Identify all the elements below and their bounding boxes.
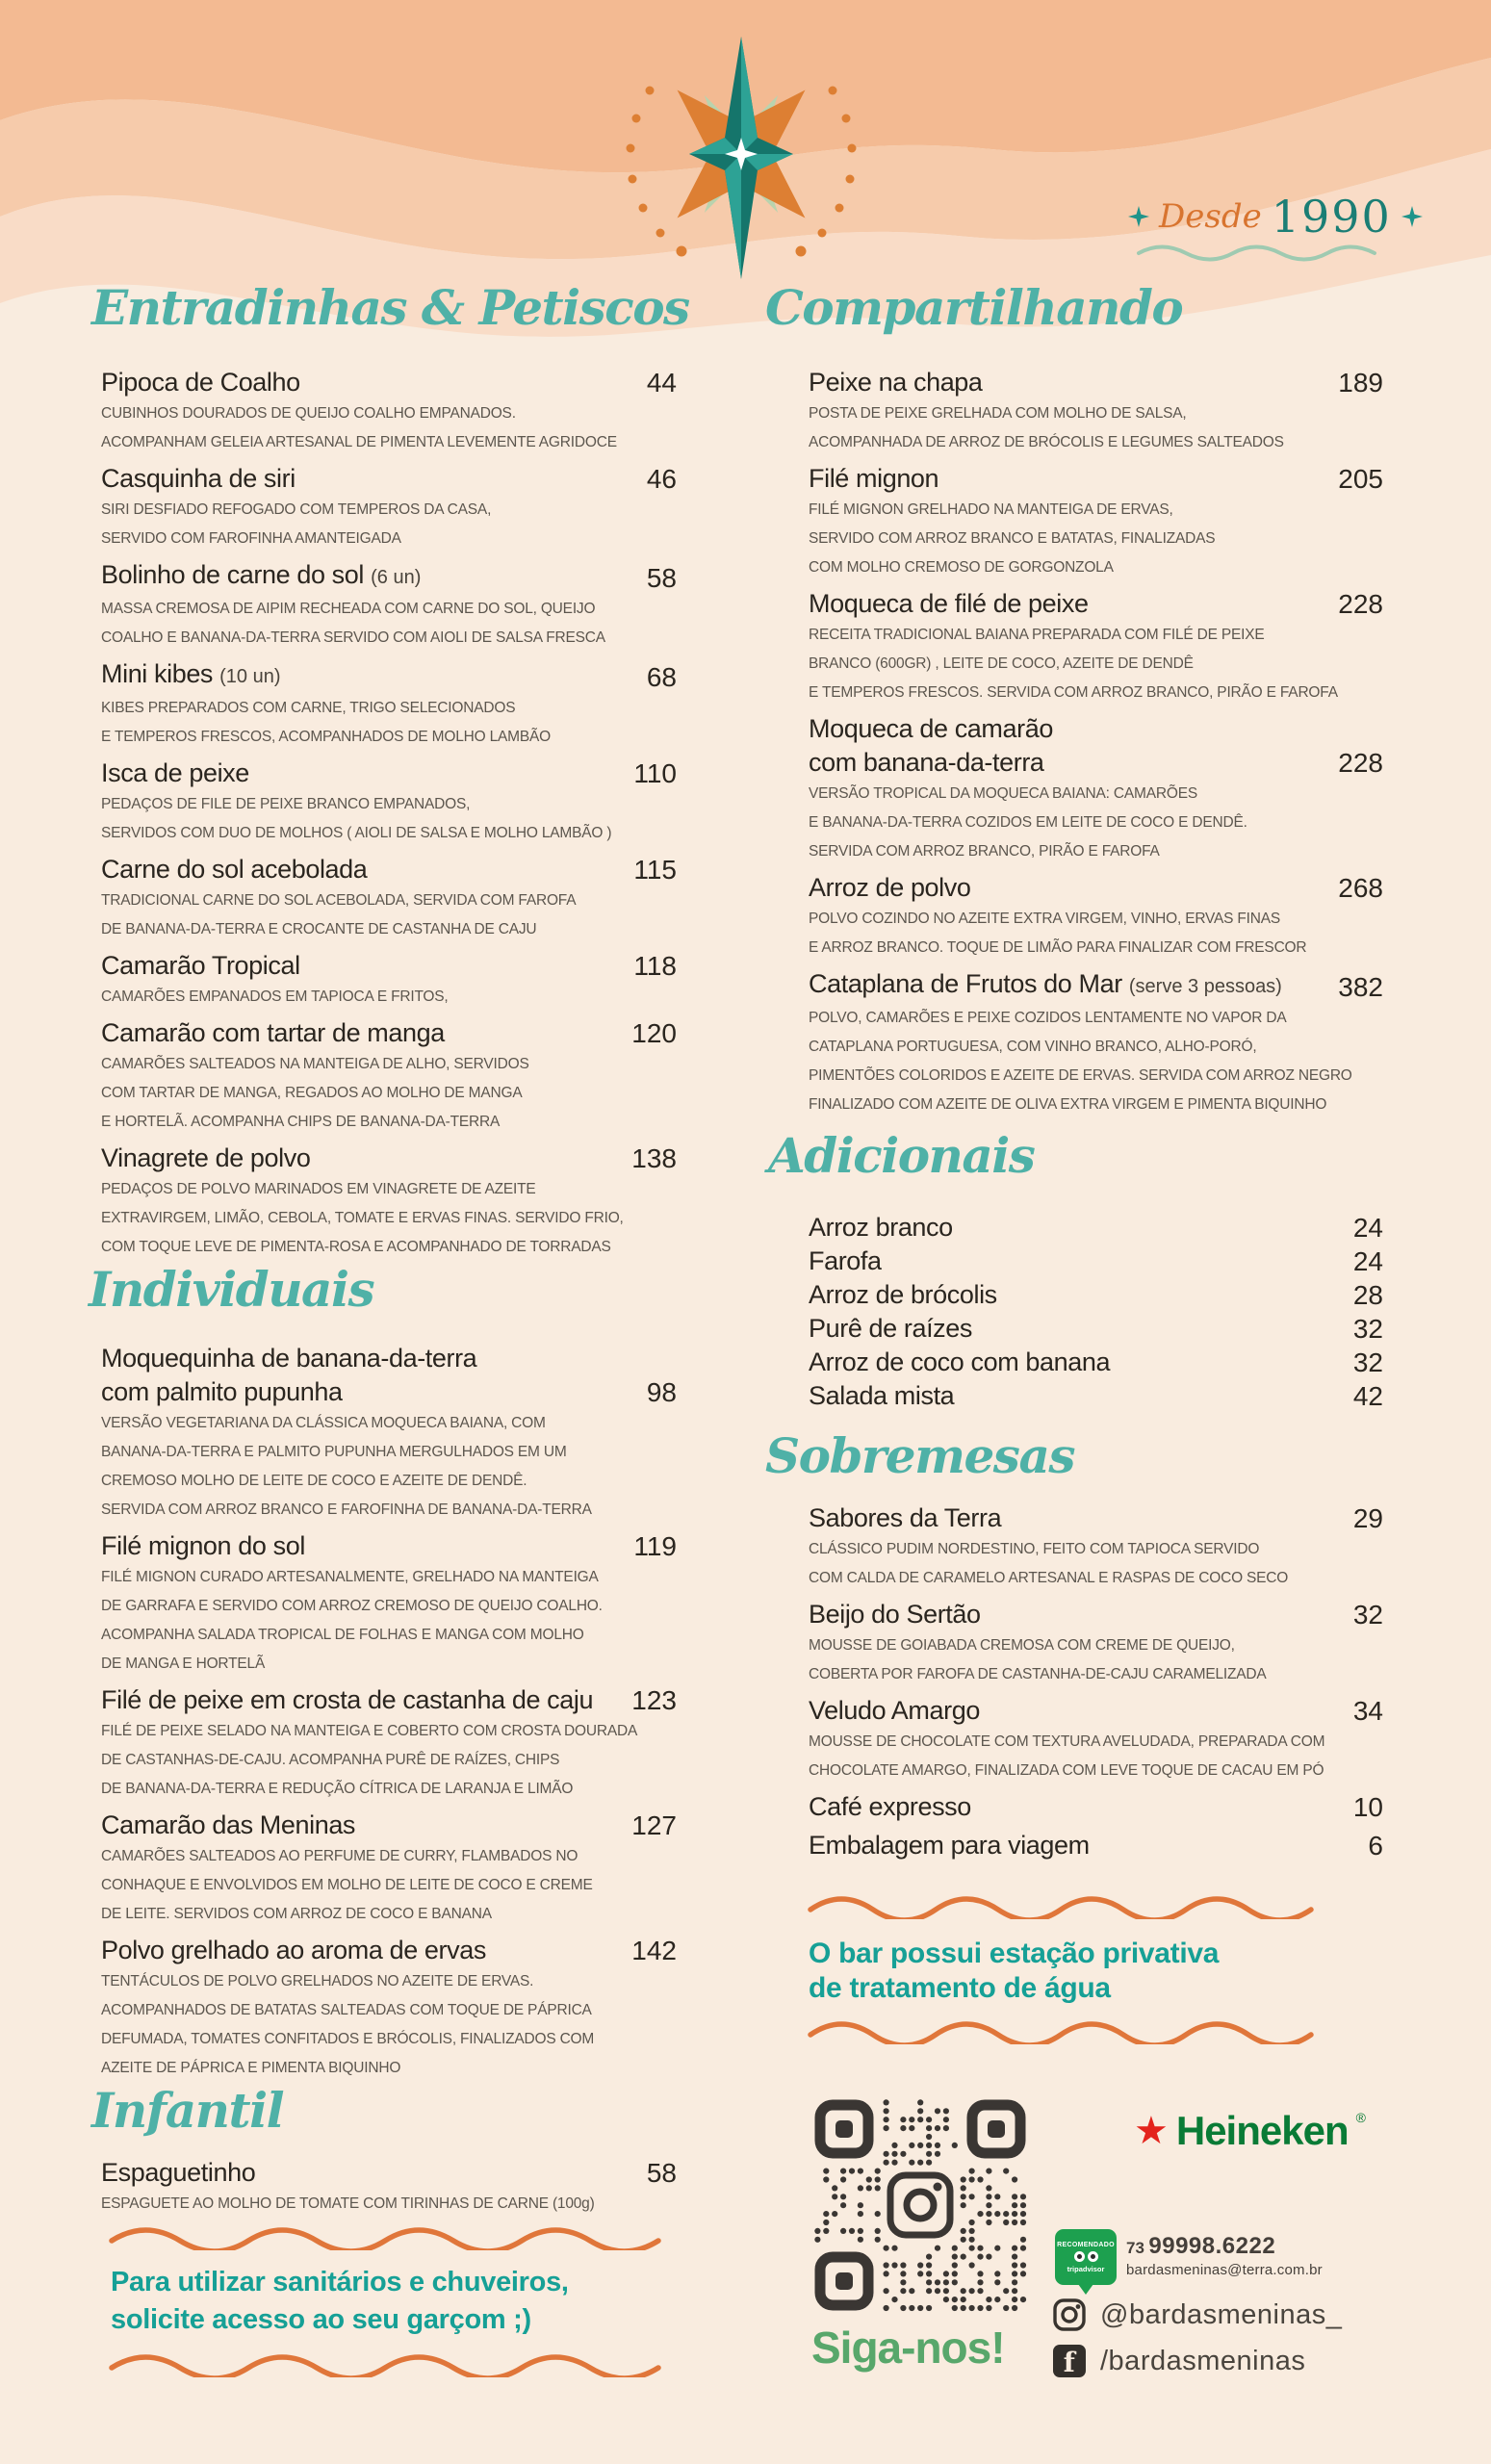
item-price: 382 <box>1338 972 1383 1002</box>
item-name: Sabores da Terra <box>809 1503 1002 1532</box>
heineken-star-icon: ★ <box>1134 2110 1169 2152</box>
item-name: Arroz de brócolis <box>809 1280 997 1309</box>
item-description: CAMARÕES SALTEADOS AO PERFUME DE CURRY, FLAMBADOS NO CONHAQUE E ENVOLVIDOS EM MOLHO DE LEITE DE COCO E CREME DE LEITE. SERVIDOS COM ARROZ DE COCO E BANANA <box>101 1848 593 1922</box>
item-name: Farofa <box>809 1246 882 1275</box>
item-price: 6 <box>1368 1831 1383 1861</box>
item-price: 10 <box>1352 1792 1383 1822</box>
since-year: 1990 <box>1271 191 1392 243</box>
menu-item <box>809 1379 1383 1413</box>
item-name: Pipoca de Coalho <box>101 368 300 397</box>
item-name: Mini kibes (10 un) <box>101 659 281 688</box>
item-description: CAMARÕES SALTEADOS NA MANTEIGA DE ALHO, SERVIDOS COM TARTAR DE MANGA, REGADOS AO MOLHO DE MANGA E HORTELÃ. ACOMPANHA CHIPS DE BANANA-DA-TERRA <box>101 1056 529 1130</box>
item-price: 110 <box>633 758 677 788</box>
item-name: Moqueca de filé de peixe <box>809 589 1089 618</box>
menu-item <box>101 757 677 848</box>
item-price: 24 <box>1352 1213 1383 1243</box>
menu-item <box>101 853 677 944</box>
item-price: 32 <box>1352 1600 1383 1630</box>
menu-list-infantil <box>101 2156 677 2223</box>
menu-item <box>101 558 677 653</box>
water-note-line2: de tratamento de água <box>809 1972 1111 2004</box>
menu-item <box>809 366 1383 457</box>
item-price: 32 <box>1352 1314 1383 1344</box>
item-description: VERSÃO VEGETARIANA DA CLÁSSICA MOQUECA BAIANA, COM BANANA-DA-TERRA E PALMITO PUPUNHA MERGULHADOS EM UM CREMOSO MOLHO DE LEITE DE COCO E AZEITE DE DENDÊ. SERVIDA COM ARROZ BRANCO E FAROFINHA DE BANANA-DA-TERRA <box>101 1415 592 1518</box>
item-description: SIRI DESFIADO REFOGADO COM TEMPEROS DA CASA, SERVIDO COM FAROFINHA AMANTEIGADA <box>101 501 492 547</box>
menu-item <box>101 1142 677 1262</box>
section-title-infantil: Infantil <box>91 2082 284 2139</box>
facebook-handle: /bardasmeninas <box>1100 2345 1306 2376</box>
email-address[interactable]: bardasmeninas@terra.com.br <box>1126 2262 1323 2278</box>
menu-item <box>101 1342 677 1525</box>
item-price: 58 <box>646 563 677 593</box>
item-name: Filé de peixe em crosta de castanha de caju <box>101 1685 594 1714</box>
item-description: POLVO, CAMARÕES E PEIXE COZIDOS LENTAMENTE NO VAPOR DA CATAPLANA PORTUGUESA, COM VINHO BRANCO, ALHO-PORÓ, PIMENTÕES COLORIDOS E AZEITE DE ERVAS. SERVIDA COM ARROZ NEGRO FINALIZADO COM AZEITE DE OLIVA EXTRA VIRGEM E PIMENTA BIQUINHO <box>809 1010 1352 1113</box>
item-portion-note: (10 un) <box>219 666 281 687</box>
item-description: POSTA DE PEIXE GRELHADA COM MOLHO DE SALSA, ACOMPANHADA DE ARROZ DE BRÓCOLIS E LEGUMES SALTEADOS <box>809 405 1284 450</box>
item-price: 34 <box>1352 1696 1383 1726</box>
item-price: 32 <box>1352 1348 1383 1377</box>
restrooms-note-line2: solicite acesso ao seu garçom ;) <box>111 2304 531 2335</box>
tripadvisor-brand-label: tripadvisor <box>1067 2264 1105 2273</box>
item-name: Cataplana de Frutos do Mar (serve 3 pessoas) <box>809 969 1282 998</box>
item-price: 28 <box>1352 1280 1383 1310</box>
menu-item <box>101 1529 677 1679</box>
instagram-handle: @bardasmeninas_ <box>1100 2298 1343 2330</box>
menu-item <box>809 712 1383 866</box>
menu-list-individuais <box>101 1342 677 2088</box>
menu-list-entradinhas <box>101 366 677 1267</box>
item-price: 120 <box>631 1018 677 1048</box>
item-name: Camarão das Meninas <box>101 1810 356 1839</box>
item-description: FILÉ MIGNON CURADO ARTESANALMENTE, GRELHADO NA MANTEIGA DE GARRAFA E SERVIDO COM ARROZ CREMOSO DE QUEIJO COALHO. ACOMPANHA SALADA TROPICAL DE FOLHAS E MANGA COM MOLHO DE MANGA E HORTELÃ <box>101 1569 603 1672</box>
menu-item <box>809 1829 1383 1862</box>
item-name: Isca de peixe <box>101 758 249 787</box>
menu-item <box>809 1694 1383 1785</box>
item-price: 228 <box>1338 748 1383 778</box>
phone-number[interactable]: 99998.6222 <box>1148 2233 1276 2259</box>
item-name: Embalagem para viagem <box>809 1831 1090 1860</box>
item-name: Arroz branco <box>809 1213 953 1242</box>
menu-item <box>809 871 1383 962</box>
menu-list-sobremesas <box>809 1502 1383 1867</box>
menu-item <box>809 967 1383 1119</box>
item-description: CAMARÕES EMPANADOS EM TAPIOCA E FRITOS, <box>101 988 449 1005</box>
menu-item <box>809 1502 1383 1593</box>
menu-list-adicionais <box>809 1211 1383 1413</box>
item-name: Filé mignon do sol <box>101 1531 305 1560</box>
item-description: VERSÃO TROPICAL DA MOQUECA BAIANA: CAMARÕES E BANANA-DA-TERRA COZIDOS EM LEITE DE COCO E DENDÊ. SERVIDA COM ARROZ BRANCO, PIRÃO E FAROFA <box>809 785 1247 860</box>
tripadvisor-recommended-label: RECOMENDADO <box>1057 2241 1115 2248</box>
menu-item <box>809 462 1383 582</box>
item-name: Arroz de coco com banana <box>809 1348 1111 1376</box>
item-description: FILÉ DE PEIXE SELADO NA MANTEIGA E COBERTO COM CROSTA DOURADA DE CASTANHAS-DE-CAJU. ACOMPANHA PURÊ DE RAÍZES, CHIPS DE BANANA-DA-TERRA E REDUÇÃO CÍTRICA DE LARANJA E LIMÃO <box>101 1723 638 1797</box>
item-price: 127 <box>631 1810 677 1840</box>
section-title-individuais: Individuais <box>89 1261 374 1318</box>
menu-item <box>809 1312 1383 1346</box>
item-name: Moquequinha de banana-da-terra com palmito pupunha <box>101 1344 477 1406</box>
item-name: Café expresso <box>809 1792 971 1821</box>
facebook-icon: f <box>1053 2345 1086 2377</box>
item-description: KIBES PREPARADOS COM CARNE, TRIGO SELECIONADOS E TEMPEROS FRESCOS, ACOMPANHADOS DE MOLHO LAMBÃO <box>101 700 551 745</box>
item-name: Veludo Amargo <box>809 1696 980 1725</box>
item-description: FILÉ MIGNON GRELHADO NA MANTEIGA DE ERVAS, SERVIDO COM ARROZ BRANCO E BATATAS, FINALIZADAS COM MOLHO CREMOSO DE GORGONZOLA <box>809 501 1216 576</box>
item-description: TENTÁCULOS DE POLVO GRELHADOS NO AZEITE DE ERVAS. ACOMPANHADOS DE BATATAS SALTEADAS COM TOQUE DE PÁPRICA DEFUMADA, TOMATES CONFITADOS E BRÓCOLIS, FINALIZADOS COM AZEITE DE PÁPRICA E PIMENTA BIQUINHO <box>101 1973 595 2076</box>
menu-item <box>101 1809 677 1929</box>
menu-item <box>101 949 677 1012</box>
item-price: 118 <box>633 951 677 981</box>
heineken-logo <box>1134 2108 1366 2154</box>
item-price: 138 <box>631 1143 677 1173</box>
item-price: 228 <box>1338 589 1383 619</box>
item-description: CLÁSSICO PUDIM NORDESTINO, FEITO COM TAPIOCA SERVIDO COM CALDA DE CARAMELO ARTESANAL E RASPAS DE COCO SECO <box>809 1541 1289 1586</box>
item-description: PEDAÇOS DE POLVO MARINADOS EM VINAGRETE DE AZEITE EXTRAVIRGEM, LIMÃO, CEBOLA, TOMATE E ERVAS FINAS. SERVIDO FRIO, COM TOQUE LEVE DE PIMENTA-ROSA E ACOMPANHADO DE TORRADAS <box>101 1181 624 1255</box>
item-description: ESPAGUETE AO MOLHO DE TOMATE COM TIRINHAS DE CARNE (100g) <box>101 2195 595 2212</box>
item-price: 119 <box>633 1531 677 1561</box>
item-name: Filé mignon <box>809 464 939 493</box>
restrooms-note-line1: Para utilizar sanitários e chuveiros, <box>111 2267 569 2297</box>
registered-mark: ® <box>1355 2110 1366 2125</box>
menu-item <box>809 1598 1383 1689</box>
facebook-handle-row[interactable] <box>1053 2345 1305 2377</box>
since-1990-badge <box>1128 191 1423 243</box>
menu-item <box>809 587 1383 707</box>
item-description: POLVO COZINDO NO AZEITE EXTRA VIRGEM, VINHO, ERVAS FINAS E ARROZ BRANCO. TOQUE DE LIMÃO PARA FINALIZAR COM FRESCOR <box>809 911 1307 956</box>
menu-item <box>101 462 677 553</box>
item-price: 24 <box>1352 1246 1383 1276</box>
section-title-sobremesas: Sobremesas <box>765 1427 1074 1484</box>
menu-item <box>809 1211 1383 1245</box>
menu-item <box>101 1934 677 2083</box>
menu-item <box>809 1245 1383 1278</box>
item-price: 68 <box>646 662 677 692</box>
section-title-adicionais: Adicionais <box>768 1127 1035 1184</box>
section-title-entradinhas: Entradinhas & Petiscos <box>91 279 689 336</box>
item-name: Espaguetinho <box>101 2158 256 2187</box>
item-price: 205 <box>1338 464 1383 494</box>
menu-item <box>101 657 677 752</box>
compass-star-logo <box>611 29 871 284</box>
item-portion-note: (6 un) <box>371 567 422 588</box>
divider-squiggle <box>108 2352 666 2377</box>
item-price: 268 <box>1338 873 1383 903</box>
divider-squiggle <box>807 2019 1321 2044</box>
since-label: Desde <box>1159 197 1262 236</box>
item-description: TRADICIONAL CARNE DO SOL ACEBOLADA, SERVIDA COM FAROFA DE BANANA-DA-TERRA E CROCANTE DE CASTANHA DE CAJU <box>101 892 577 937</box>
item-name: Purê de raízes <box>809 1314 972 1343</box>
instagram-qr-code[interactable] <box>813 2098 1027 2312</box>
item-name: Arroz de polvo <box>809 873 971 902</box>
divider-squiggle <box>108 2225 666 2250</box>
sparkle-star-icon <box>1128 206 1149 227</box>
item-description: MOUSSE DE CHOCOLATE COM TEXTURA AVELUDADA, PREPARADA COM CHOCOLATE AMARGO, FINALIZADA COM LEVE TOQUE DE CACAU EM PÓ <box>809 1733 1325 1779</box>
water-station-note <box>809 1937 1219 2006</box>
item-name: Salada mista <box>809 1381 955 1410</box>
item-price: 98 <box>646 1377 677 1407</box>
item-name: Camarão Tropical <box>101 951 300 980</box>
item-price: 42 <box>1352 1381 1383 1411</box>
item-price: 123 <box>631 1685 677 1715</box>
item-description: RECEITA TRADICIONAL BAIANA PREPARADA COM FILÉ DE PEIXE BRANCO (600GR) , LEITE DE COCO, AZEITE DE DENDÊ E TEMPEROS FRESCOS. SERVIDA COM ARROZ BRANCO, PIRÃO E FAROFA <box>809 627 1338 701</box>
menu-item <box>809 1790 1383 1824</box>
item-price: 29 <box>1352 1503 1383 1533</box>
menu-item <box>101 1683 677 1804</box>
instagram-handle-row[interactable] <box>1053 2298 1342 2331</box>
contact-block <box>1126 2233 1323 2278</box>
item-name: Bolinho de carne do sol (6 un) <box>101 560 422 589</box>
menu-item <box>101 1016 677 1137</box>
item-price: 115 <box>633 855 677 885</box>
item-name: Polvo grelhado ao aroma de ervas <box>101 1936 486 1964</box>
section-title-compartilhando: Compartilhando <box>765 279 1183 336</box>
tripadvisor-badge <box>1055 2229 1117 2285</box>
menu-item <box>101 2156 677 2219</box>
item-name: Moqueca de camarão com banana-da-terra <box>809 714 1053 777</box>
item-price: 44 <box>646 368 677 398</box>
item-price: 142 <box>631 1936 677 1965</box>
follow-us-label: Siga-nos! <box>811 2323 1005 2373</box>
menu-item <box>101 366 677 457</box>
heineken-wordmark: Heineken <box>1175 2108 1349 2153</box>
sparkle-star-icon <box>1401 206 1423 227</box>
item-price: 58 <box>646 2158 677 2188</box>
since-underline-wave <box>1136 241 1384 262</box>
item-name: Casquinha de siri <box>101 464 296 493</box>
instagram-icon <box>1053 2298 1086 2331</box>
item-description: MOUSSE DE GOIABADA CREMOSA COM CREME DE QUEIJO, COBERTA POR FAROFA DE CASTANHA-DE-CAJU CARAMELIZADA <box>809 1637 1267 1682</box>
item-name: Beijo do Sertão <box>809 1600 981 1629</box>
item-portion-note: (serve 3 pessoas) <box>1128 976 1282 997</box>
tripadvisor-owl-icon <box>1074 2251 1098 2262</box>
item-name: Peixe na chapa <box>809 368 983 397</box>
phone-area-code: 73 <box>1126 2239 1144 2257</box>
item-price: 189 <box>1338 368 1383 398</box>
restrooms-note <box>111 2264 569 2339</box>
item-description: PEDAÇOS DE FILE DE PEIXE BRANCO EMPANADOS, SERVIDOS COM DUO DE MOLHOS ( AIOLI DE SALSA E MOLHO LAMBÃO ) <box>101 796 612 841</box>
item-name: Camarão com tartar de manga <box>101 1018 445 1047</box>
water-note-line1: O bar possui estação privativa <box>809 1938 1220 1969</box>
item-name: Carne do sol acebolada <box>101 855 368 884</box>
menu-item <box>809 1346 1383 1379</box>
menu-list-compartilhando <box>809 366 1383 1124</box>
item-description: CUBINHOS DOURADOS DE QUEIJO COALHO EMPANADOS. ACOMPANHAM GELEIA ARTESANAL DE PIMENTA LEVEMENTE AGRIDOCE <box>101 405 617 450</box>
menu-item <box>809 1278 1383 1312</box>
divider-squiggle <box>807 1894 1321 1919</box>
item-price: 46 <box>646 464 677 494</box>
item-name: Vinagrete de polvo <box>101 1143 311 1172</box>
item-description: MASSA CREMOSA DE AIPIM RECHEADA COM CARNE DO SOL, QUEIJO COALHO E BANANA-DA-TERRA SERVIDO COM AIOLI DE SALSA FRESCA <box>101 601 605 646</box>
